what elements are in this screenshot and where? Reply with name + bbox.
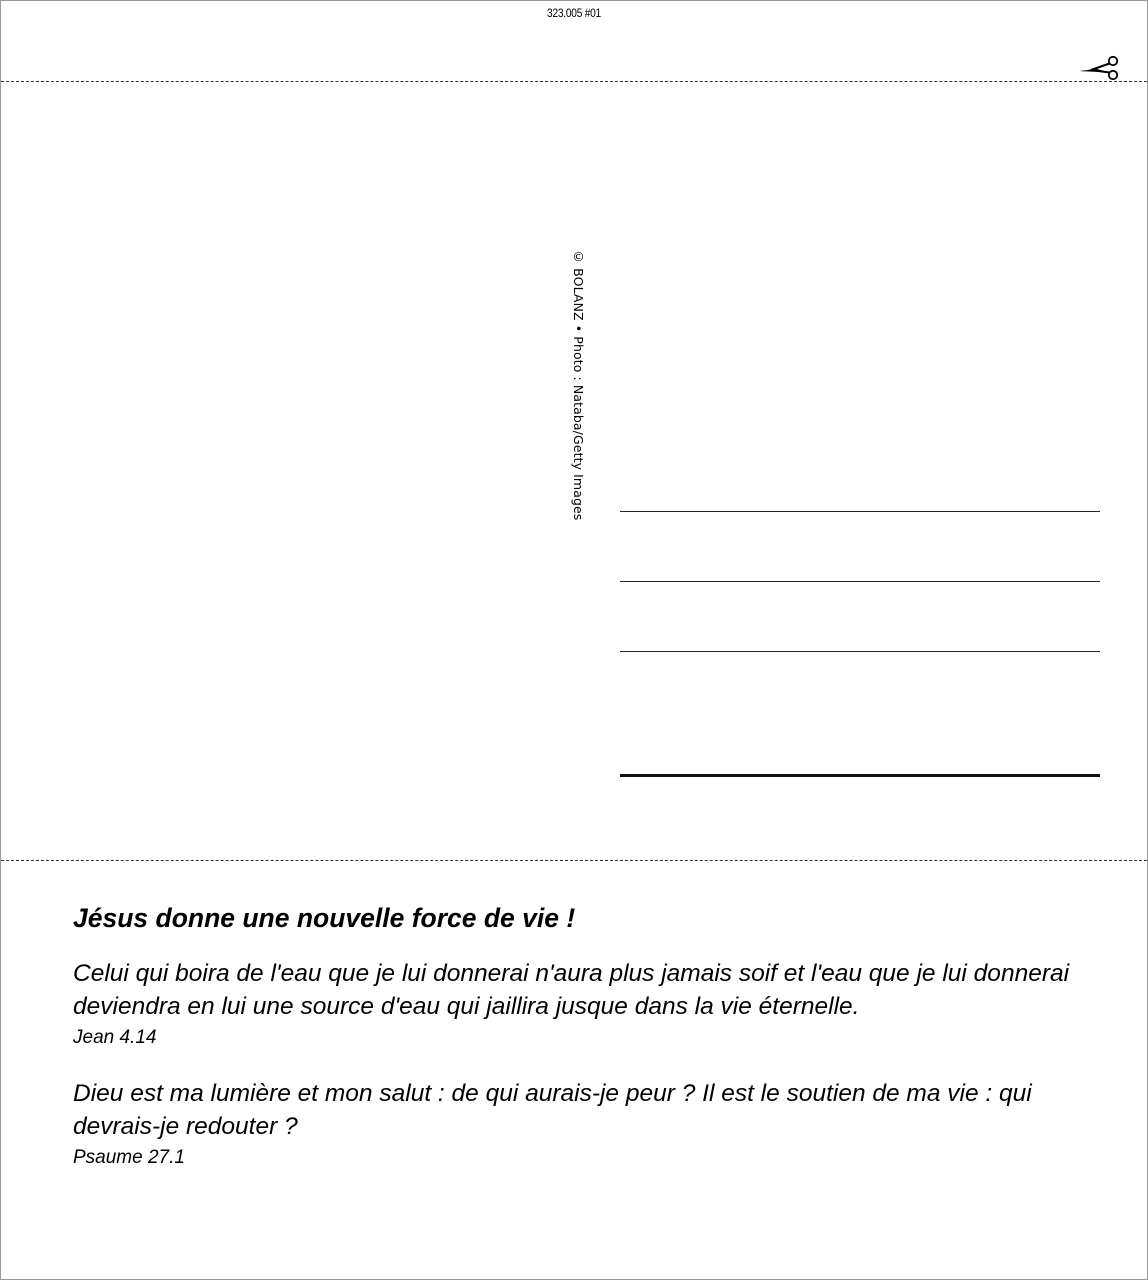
verse-text: Celui qui boira de l'eau que je lui donnerai n'aura plus jamais soif et l'eau que je lui donnerai deviendra en lui une source d'eau qui jaillira jusque dans la vie éternelle. (73, 960, 1070, 1020)
bottom-cut-line (1, 860, 1147, 861)
address-line (620, 651, 1100, 652)
verse-section (73, 901, 1093, 1171)
photo-credit: © BOLANZ • Photo : Nataba/Getty Images (571, 249, 586, 521)
address-line-thick (620, 774, 1100, 777)
verse-reference: Psaume 27.1 (73, 1147, 185, 1168)
top-cut-line (1, 81, 1147, 82)
verse-text: Dieu est ma lumière et mon salut : de qui aurais-je peur ? Il est le soutien de ma vie : qui devrais-je redouter ? (73, 1080, 1032, 1140)
verse-block (73, 1077, 1093, 1171)
address-line (620, 581, 1100, 582)
address-line (620, 511, 1100, 512)
verse-reference: Jean 4.14 (73, 1027, 157, 1048)
section-title: Jésus donne une nouvelle force de vie ! (73, 903, 576, 933)
verse-block (73, 957, 1093, 1051)
scissors-icon (1077, 53, 1121, 83)
product-code: 323.005 #01 (547, 6, 601, 20)
